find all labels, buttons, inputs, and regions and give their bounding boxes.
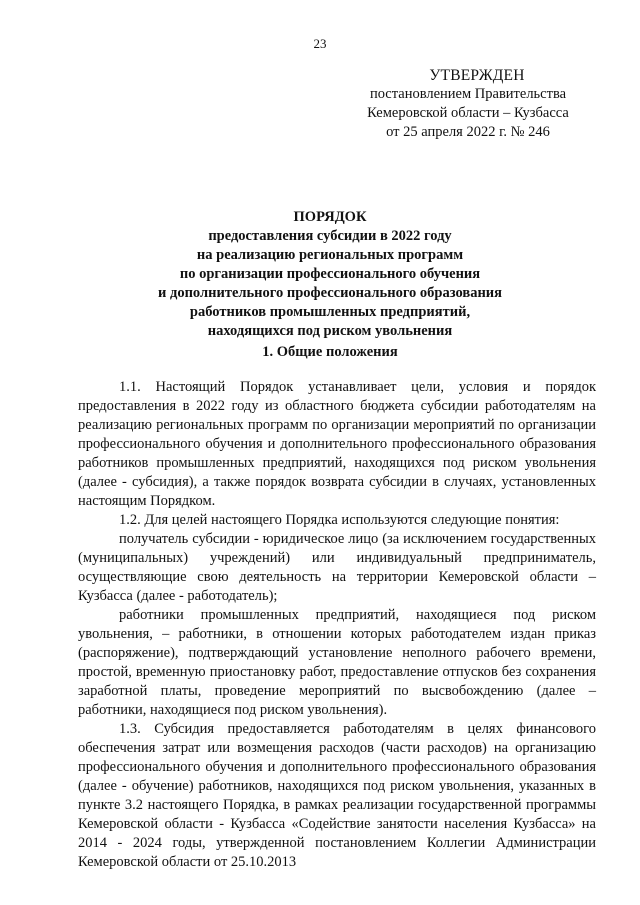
title-heading: ПОРЯДОК	[293, 209, 367, 225]
title-line: на реализацию региональных программ	[196, 247, 464, 263]
paragraph: работники промышленных предприятий, находящиеся под риском увольнения, – работники, в отношении которых работодателем издан приказ (распоряжение), подтверждающий установление неполного рабочего времени, простой, временную приостановку работ, предоставление отпусков без сохранения заработной платы, проведение мероприятий по высвобождению (далее – работники, находящиеся под риском увольнения).	[78, 607, 596, 718]
paragraph: 1.1. Настоящий Порядок устанавливает цели, условия и порядок предоставления в 2022 году из областного бюджета субсидии работодателям на реализацию региональных программ по организации мероприятий по организации профессионального обучения и дополнительного профессионального образования работников промышленных предприятий, находящихся под риском увольнения (далее - субсидия), а также порядок возврата субсидии в случаях, установленных настоящим Порядком.	[78, 379, 596, 509]
title-line: и дополнительного профессионального образования	[158, 285, 502, 301]
approval-block	[352, 66, 584, 142]
approval-line-2: Кемеровской области – Кузбасса	[367, 105, 569, 121]
approval-title: УТВЕРЖДЕН	[429, 67, 525, 84]
paragraph: 1.3. Субсидия предоставляется работодателям в целях финансового обеспечения затрат или возмещения расходов (части расходов) на организацию профессионального обучения и дополнительного профессионального образования (далее - обучение) работников, находящихся под риском увольнения, указанных в пункте 3.2 настоящего Порядка, в рамках реализации государственной программы Кемеровской области - Кузбасса «Содействие занятости населения Кузбасса» на 2014 - 2024 годы, утвержденной постановлением Коллегии Администрации Кемеровской области от 25.10.2013	[78, 721, 596, 870]
section-heading: 1. Общие положения	[262, 344, 398, 360]
title-line: находящихся под риском увольнения	[207, 323, 453, 339]
approval-line-1: постановлением Правительства	[369, 86, 567, 102]
paragraph: 1.2. Для целей настоящего Порядка используются следующие понятия:	[119, 512, 560, 528]
paragraph: получатель субсидии - юридическое лицо (за исключением государственных (муниципальных) учреждений) или индивидуальный предприниматель, осуществляющие свою деятельность на территории Кемеровской области – Кузбасса (далее - работодатель);	[78, 531, 596, 604]
document-title	[80, 208, 580, 341]
title-line: предоставления субсидии в 2022 году	[208, 228, 452, 244]
approval-line-3: от 25 апреля 2022 г. № 246	[386, 124, 550, 140]
title-line: по организации профессионального обучения	[179, 266, 481, 282]
page-number: 23	[313, 36, 327, 51]
title-line: работников промышленных предприятий,	[189, 304, 471, 320]
section-body	[78, 378, 596, 872]
